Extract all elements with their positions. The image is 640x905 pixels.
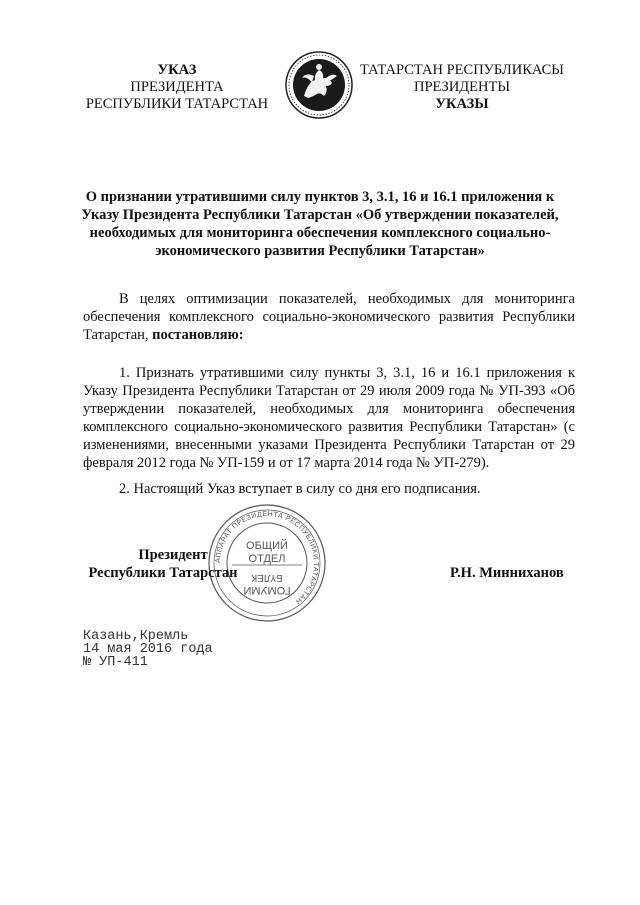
item-2: [83, 480, 575, 498]
coat-of-arms-emblem: [284, 50, 354, 120]
header-right-line2: ПРЕЗИДЕНТЫ: [413, 79, 511, 95]
header-left-line3: РЕСПУБЛИКИ ТАТАРСТАН: [85, 96, 269, 112]
footer-place: Казань,Кремль: [83, 629, 189, 644]
item-2-text: 2. Настоящий Указ вступает в силу со дня его подписания.: [119, 481, 481, 497]
signature-name: Р.Н. Минниханов: [450, 565, 564, 581]
footer-number: № УП-411: [83, 655, 148, 670]
stamp-line4: БҮЛЕК: [251, 572, 283, 583]
header-right: [352, 62, 572, 113]
preamble: [83, 290, 575, 344]
preamble-bold: постановляю:: [152, 327, 244, 343]
signature-position: [83, 546, 243, 582]
stamp-line1: ОБЩИЙ: [246, 540, 288, 552]
signature-position-line1: Президент: [138, 547, 208, 563]
signature-position-line2: Республики Татарстан: [88, 565, 238, 581]
header-left: [82, 62, 272, 113]
decree-title: О признании утратившими силу пунктов 3, 3.1, 16 и 16.1 приложения к Указу Президента Республики Татарстан «Об утверждении показателей, необходимых для мониторинга обеспечения комплексного социально-экономического развития Республики Татарстан»: [81, 189, 559, 259]
stamp-line2: ОТДЕЛ: [248, 553, 286, 565]
header-left-line1: УКАЗ: [157, 62, 197, 78]
footer-date: 14 мая 2016 года: [83, 642, 213, 657]
item-1: [83, 364, 575, 472]
stamp-line3: ГОМУМИ: [243, 584, 291, 596]
header-left-line2: ПРЕЗИДЕНТА: [130, 79, 224, 95]
item-1-text: 1. Признать утратившими силу пункты 3, 3.1, 16 и 16.1 приложения к Указу Президента Республики Татарстан от 29 июля 2009 года № УП-393 «Об утверждении показателей, необходимых для мониторинга обеспечения комплексного социально-экономического развития Республики Татарстан» (с изменениями, внесенными указами Президента Республики Татарстан от 29 февраля 2012 года № УП-159 и от 17 марта 2014 года № УП-279).: [83, 365, 575, 471]
preamble-text: В целях оптимизации показателей, необходимых для мониторинга обеспечения комплексного социально-экономического развития Республики Татарстан,: [83, 291, 575, 343]
footer: [83, 630, 213, 669]
header-right-line3: УКАЗЫ: [435, 96, 489, 112]
stamp-ring-text: АППАРАТ ПРЕЗИДЕНТА РЕСПУБЛИКИ ТАТАРСТАН: [214, 510, 320, 605]
header-right-line1: ТАТАРСТАН РЕСПУБЛИКАСЫ: [360, 62, 564, 78]
